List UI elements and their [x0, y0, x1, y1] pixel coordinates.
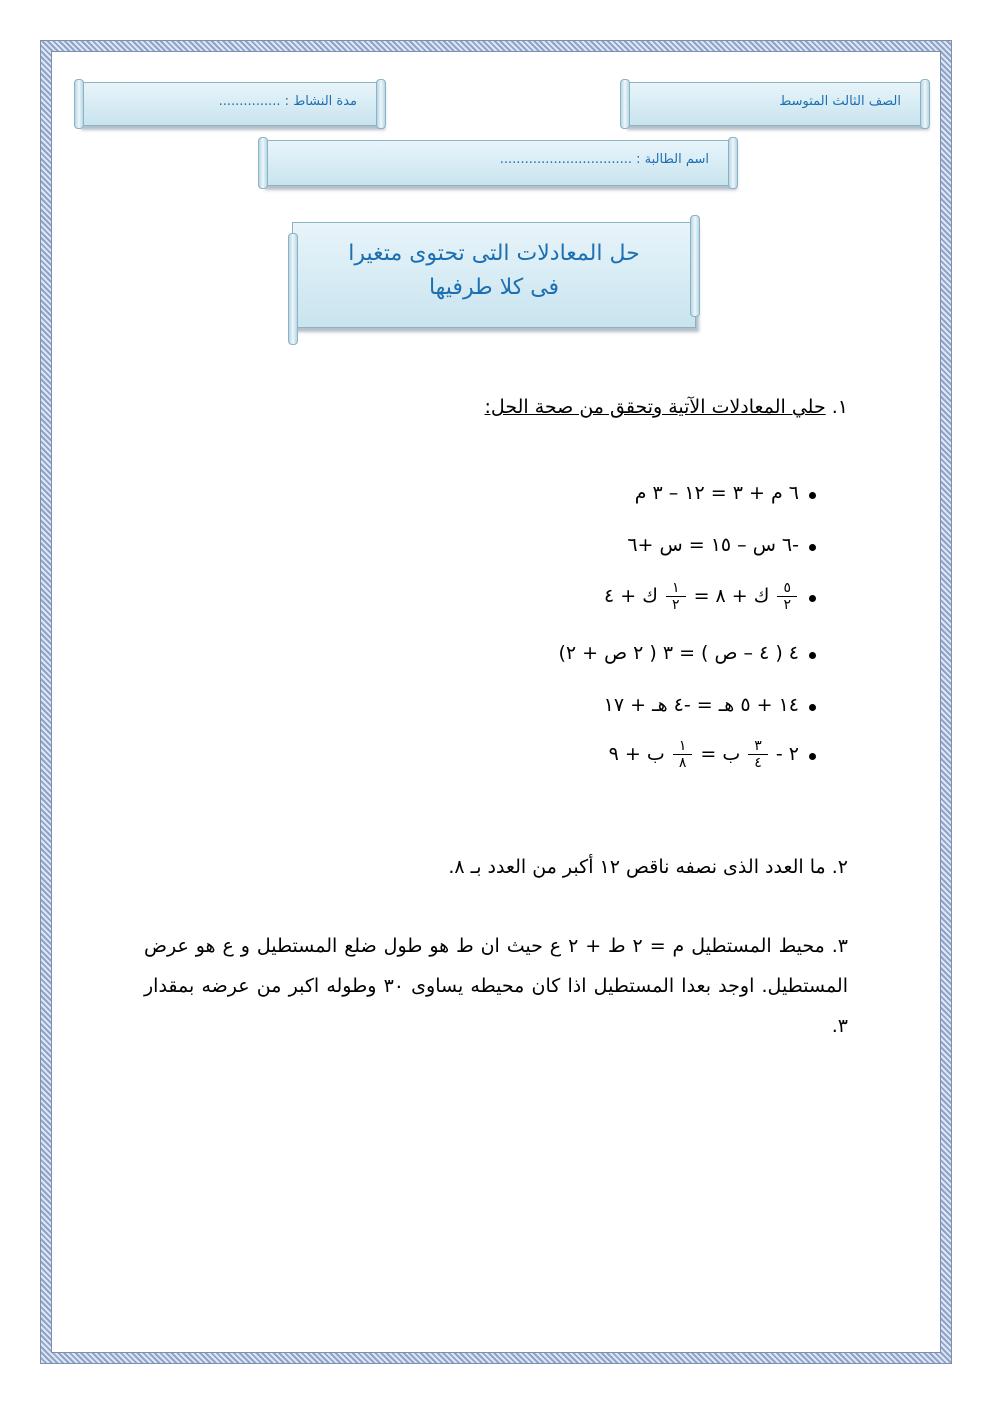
question-2-number: ٢.	[831, 856, 848, 878]
bullet-icon	[809, 544, 816, 551]
equation-1: ٦ م + ٣ = ١٢ – ٣ م	[635, 482, 816, 504]
equation-6: ٢ - $\frac{٣}{٤}$ ب = $\frac{١}{٨}$ ب + ٩	[609, 738, 816, 771]
bullet-icon	[809, 492, 816, 499]
equation-list	[356, 470, 816, 800]
equation-2: -٦ س – ١٥ = س +٦	[627, 534, 816, 556]
question-1-text: حلي المعادلات الآتية وتحقق من صحة الحل:	[484, 396, 826, 418]
bullet-icon	[809, 753, 816, 760]
student-name-scroll	[262, 140, 734, 186]
question-3	[144, 926, 848, 1046]
duration-label: مدة النشاط : ...............	[218, 94, 357, 109]
question-3-text: محيط المستطيل م = ٢ ط + ٢ ع حيث ان ط هو طول ضلع المستطيل و ع هو عرض المستطيل. اوجد بعدا المستطيل اذا كان محيطه يساوى ٣٠ وطوله اكبر من عرضه بمقدار ٣.	[144, 935, 848, 1037]
duration-scroll	[78, 82, 382, 126]
title-line-1: حل المعادلات التى تحتوى متغيرا	[348, 241, 640, 266]
student-name-label: اسم الطالبة : ................................	[499, 152, 709, 167]
question-1-heading	[228, 396, 848, 418]
bullet-icon	[809, 704, 816, 711]
question-3-number: ٣.	[831, 935, 848, 957]
question-2-text: ما العدد الذى نصفه ناقص ١٢ أكبر من العدد بـ ٨.	[448, 856, 826, 878]
fraction: $\frac{١}{٢}$	[666, 580, 686, 613]
question-1-number: ١.	[831, 396, 848, 418]
title-scroll	[292, 222, 696, 328]
equation-4: ٤ ( ٤ – ص ) = ٣ ( ٢ ص + ٢)	[558, 642, 816, 664]
equation-5: ١٤ + ٥ هـ = -٤ هـ + ١٧	[604, 694, 816, 716]
equation-3: $\frac{٥}{٢}$ ك + ٨ = $\frac{١}{٢}$ ك + ٤	[604, 580, 816, 613]
fraction: $\frac{٣}{٤}$	[748, 738, 768, 771]
fraction: $\frac{٥}{٢}$	[777, 580, 797, 613]
bullet-icon	[809, 595, 816, 602]
fraction: $\frac{١}{٨}$	[673, 738, 693, 771]
grade-scroll	[624, 82, 926, 126]
title-line-2: فى كلا طرفيها	[428, 275, 560, 300]
bullet-icon	[809, 652, 816, 659]
question-2	[148, 856, 848, 878]
grade-label: الصف الثالث المتوسط	[779, 94, 901, 109]
